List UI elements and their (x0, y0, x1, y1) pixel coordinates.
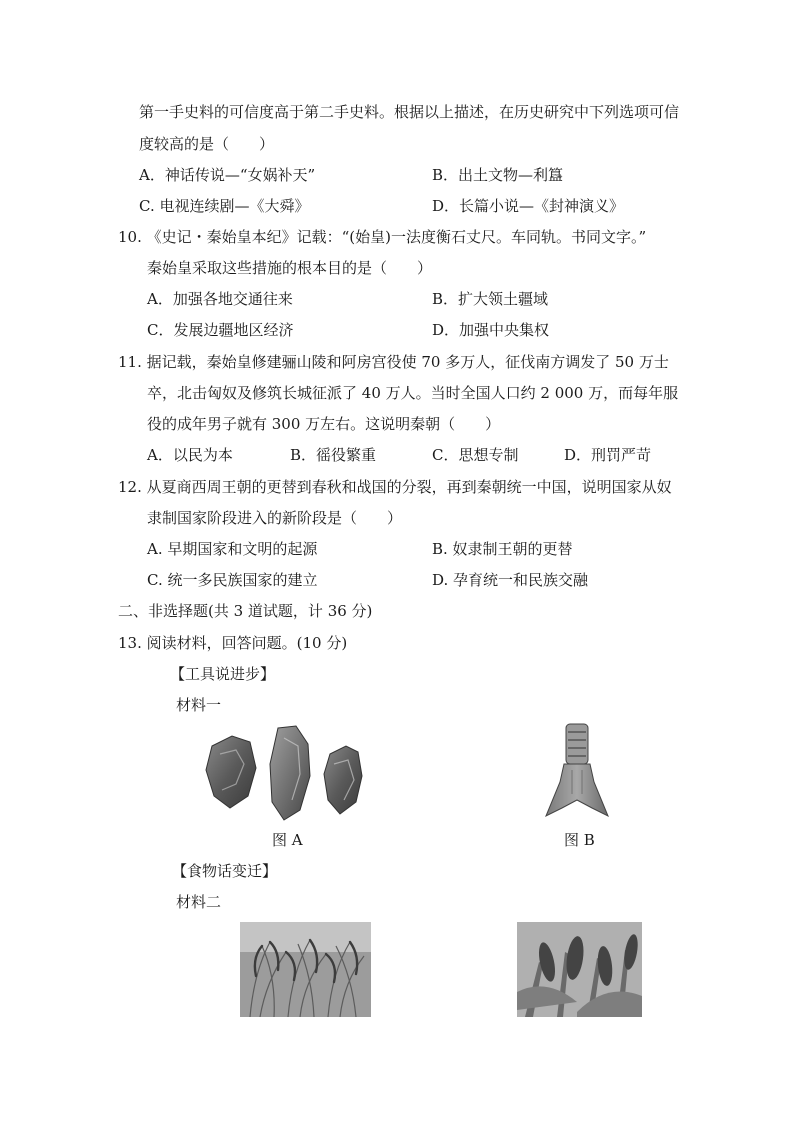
q11-option-d: D．刑罚严苛 (564, 446, 652, 464)
q10-line-1: 10. 《史记・秦始皇本纪》记载：“(始皇)一法度衡石丈尺。车同轨。书同文字。” (118, 228, 647, 246)
q11-line-2: 卒，北击匈奴及修筑长城征派了 40 万人。当时全国人口约 2 000 万，而每年服 (147, 384, 679, 402)
tool-blade (546, 764, 608, 816)
stone-tools-image (200, 724, 370, 824)
food-heading: 【食物话变迁】 (172, 862, 278, 880)
q10-option-a: A．加强各地交通往来 (147, 290, 293, 308)
q12-option-d: D. 孕育统一和民族交融 (432, 571, 589, 589)
q10-option-b: B．扩大领土疆域 (432, 290, 549, 308)
material-two-label: 材料二 (176, 893, 222, 911)
q9-line-1: 第一手史料的可信度高于第二手史料。根据以上描述，在历史研究中下列选项可信 (139, 103, 680, 121)
q9-option-c: C. 电视连续剧—《大舜》 (139, 197, 310, 215)
bronze-tool-image (542, 722, 612, 822)
q10-option-d: D．加强中央集权 (432, 321, 550, 339)
q9-option-a: A．神话传说—“女娲补天” (139, 166, 316, 184)
stone-tool-1 (206, 736, 256, 808)
q11-line-3: 役的成年男子就有 300 万左右。这说明秦朝（ ） (147, 415, 501, 433)
q9-option-b: B．出土文物—利簋 (432, 166, 564, 184)
material-one-label: 材料一 (176, 696, 222, 714)
figure-a-caption: 图 A (272, 831, 303, 849)
q9-line-2: 度较高的是（ ） (139, 135, 275, 153)
q12-line-1: 12. 从夏商西周王朝的更替到春秋和战国的分裂，再到秦朝统一中国，说明国家从奴 (118, 478, 672, 496)
q10-line-2: 秦始皇采取这些措施的根本目的是（ ） (147, 259, 433, 277)
section-heading: 二、非选择题(共 3 道试题，计 36 分) (118, 602, 373, 620)
q12-line-2: 隶制国家阶段进入的新阶段是（ ） (147, 509, 403, 527)
rice-plant-image (240, 922, 371, 1017)
figure-b-caption: 图 B (564, 831, 595, 849)
q12-option-a: A. 早期国家和文明的起源 (147, 540, 318, 558)
q11-line-1: 11. 据记载，秦始皇修建骊山陵和阿房宫役使 70 多万人，征伐南方调发了 50 万士 (118, 353, 669, 371)
q12-option-c: C. 统一多民族国家的建立 (147, 571, 318, 589)
q11-option-b: B．徭役繁重 (290, 446, 377, 464)
q11-option-c: C．思想专制 (432, 446, 519, 464)
q13-line-1: 13. 阅读材料，回答问题。(10 分) (118, 634, 348, 652)
q9-option-d: D．长篇小说—《封神演义》 (432, 197, 625, 215)
q10-option-c: C．发展边疆地区经济 (147, 321, 294, 339)
stone-tool-2 (270, 726, 310, 820)
q12-option-b: B. 奴隶制王朝的更替 (432, 540, 573, 558)
tool-handle (566, 724, 588, 764)
stone-tool-3 (324, 746, 362, 814)
q11-option-a: A．以民为本 (147, 446, 233, 464)
tool-heading: 【工具说进步】 (170, 665, 276, 683)
millet-plant-image (517, 922, 642, 1017)
